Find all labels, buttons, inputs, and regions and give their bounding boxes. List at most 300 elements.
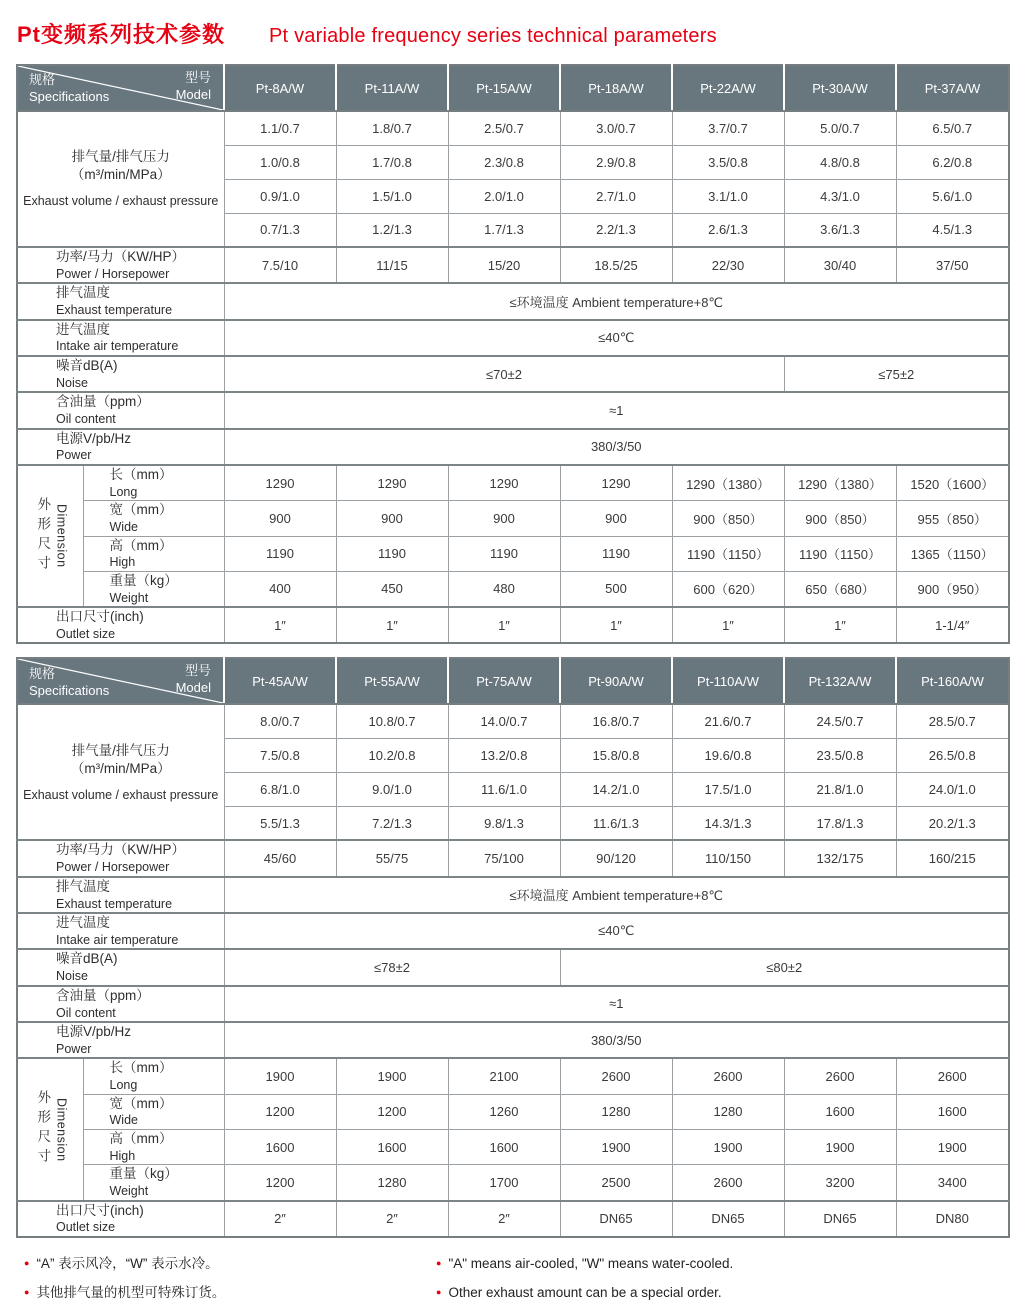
row-label [56,914,178,948]
row-label-en: Wide [109,520,138,534]
dimension-row [17,536,1009,571]
footnotes-en [436,1254,1010,1314]
value-cell: 2″ [224,1201,336,1237]
row-label-en: Intake air temperature [56,932,179,947]
value-cell: 1900 [560,1129,672,1164]
model-header-cell: Pt-90A/W [560,658,672,704]
row-label [56,950,118,984]
row-label-zh: 排气温度 [56,878,110,894]
value-cell: 21.8/1.0 [784,772,896,806]
intake-temp-label-cell [17,913,224,949]
value-cell: 2.2/1.3 [560,213,672,247]
value-cell: 380/3/50 [224,429,1009,465]
value-cell: 3200 [784,1165,896,1201]
value-cell: 3.5/0.8 [672,145,784,179]
value-cell: 1600 [224,1129,336,1164]
value-cell: 9.8/1.3 [448,806,560,840]
dimension-vertical-label [18,497,83,575]
power-horsepower-row [17,840,1009,876]
dim-sublabel-cell [83,1165,224,1201]
corner-model-en: Model [175,86,211,102]
row-label-zh: 宽（mm） [109,1095,173,1111]
corner-spec-label [29,666,109,700]
value-cell: 2.9/0.8 [560,145,672,179]
row-label [56,393,150,427]
value-cell: 132/175 [784,840,896,876]
corner-spec-zh: 规格 [29,72,56,88]
value-cell: 18.5/25 [560,247,672,283]
row-label-zh: 重量（kg） [109,1166,178,1182]
value-cell: 1200 [336,1094,448,1129]
note-item [436,1283,1010,1303]
row-label-zh: 宽（mm） [109,502,173,518]
power-horsepower-row [17,247,1009,283]
outlet-row [17,1201,1009,1237]
row-label-zh: 出口尺寸(inch) [56,609,144,625]
noise-row [17,356,1009,392]
value-cell: 7.2/1.3 [336,806,448,840]
dimension-vertical-label [18,1090,83,1168]
value-cell: 500 [560,571,672,607]
value-cell: 900 [336,501,448,536]
value-cell: 14.2/1.0 [560,772,672,806]
note-text: Other exhaust amount can be a special order. [448,1285,722,1301]
power-hp-label-cell [17,840,224,876]
value-cell: 3.6/1.3 [784,213,896,247]
bullet-icon: ● [436,1257,442,1268]
intake-temp-label-cell [17,320,224,356]
value-cell: 2100 [448,1058,560,1094]
oil-content-label-cell [17,986,224,1022]
dimension-label-zh: 外形尺寸 [35,1090,51,1169]
value-cell: 1900 [224,1058,336,1094]
row-label-zh: 高（mm） [109,537,173,553]
value-cell: 10.8/0.7 [336,704,448,738]
dim-sublabel-cell [83,571,224,607]
corner-model-en: Model [175,680,211,696]
row-label [56,357,118,391]
value-cell: 1520（1600） [896,465,1009,501]
value-cell: 1190（1150） [784,536,896,571]
dimension-label-en: Dimension [54,1097,69,1162]
outlet-label-cell [17,607,224,643]
spec-model-corner-cell [17,65,224,111]
value-cell: 5.0/0.7 [784,111,896,145]
value-cell: DN65 [784,1201,896,1237]
row-label-en: Exhaust volume / exhaust pressure [23,787,219,802]
note-text: 其他排气量的机型可特殊订货。 [36,1285,226,1301]
value-cell: 1200 [224,1094,336,1129]
value-cell: 7.5/10 [224,247,336,283]
value-cell: 1600 [896,1094,1009,1129]
spec-table-2-container [0,657,1024,1237]
value-cell: 1″ [224,607,336,643]
value-cell: 4.3/1.0 [784,179,896,213]
power-hp-label-cell [17,247,224,283]
value-cell: 1900 [672,1129,784,1164]
value-cell: 2″ [448,1201,560,1237]
note-text: "A" means air-cooled, "W" means water-cooled. [448,1255,734,1271]
power-supply-row [17,1022,1009,1058]
model-header-cell: Pt-55A/W [336,658,448,704]
value-cell: 24.5/0.7 [784,704,896,738]
row-label-unit: （m³/min/MPa） [70,760,171,776]
value-cell: 6.2/0.8 [896,145,1009,179]
dimension-row [17,1094,1009,1129]
value-cell: 2.0/1.0 [448,179,560,213]
value-cell: DN80 [896,1201,1009,1237]
value-cell: 1.7/1.3 [448,213,560,247]
row-label-zh: 长（mm） [109,466,173,482]
value-cell: 380/3/50 [224,1022,1009,1058]
model-header-cell: Pt-22A/W [672,65,784,111]
corner-model-label [176,663,211,697]
value-cell: 11/15 [336,247,448,283]
value-cell: ≤环境温度 Ambient temperature+8℃ [224,283,1009,319]
value-cell: 1″ [672,607,784,643]
value-cell: 1280 [336,1165,448,1201]
value-cell: 1190 [560,536,672,571]
dimension-label-en: Dimension [54,504,69,568]
row-label-en: Long [109,1078,138,1093]
value-cell: 3.0/0.7 [560,111,672,145]
value-cell: 14.0/0.7 [448,704,560,738]
page-title [0,0,1024,64]
value-cell: 1″ [560,607,672,643]
value-cell: 1″ [784,607,896,643]
value-cell: 1″ [448,607,560,643]
value-cell: 1900 [784,1129,896,1164]
value-cell: 2.6/1.3 [672,213,784,247]
value-cell: ≈1 [224,986,1009,1022]
row-label [56,248,185,282]
value-cell: ≤80±2 [560,949,1009,985]
value-cell: 20.2/1.3 [896,806,1009,840]
value-cell: 15/20 [448,247,560,283]
row-label-en: High [109,555,136,570]
row-label-zh: 排气温度 [56,285,110,301]
value-cell: 24.0/1.0 [896,772,1009,806]
note-item [24,1283,436,1303]
dim-sublabel-cell [83,465,224,501]
noise-label-cell [17,949,224,985]
value-cell: 2600 [896,1058,1009,1094]
row-label-zh: 高（mm） [109,1130,173,1146]
value-cell: 17.8/1.3 [784,806,896,840]
power-supply-row [17,429,1009,465]
value-cell: 3.7/0.7 [672,111,784,145]
value-cell: 1280 [672,1094,784,1129]
dim-sublabel-cell [83,1094,224,1129]
value-cell: 1.2/1.3 [336,213,448,247]
dim-sublabel-cell [83,501,224,536]
row-label [110,1165,178,1199]
value-cell: 400 [224,571,336,607]
exhaust-row [17,704,1009,738]
row-label-zh: 进气温度 [56,321,110,337]
value-cell: 480 [448,571,560,607]
dim-sublabel-cell [83,536,224,571]
value-cell: 2600 [560,1058,672,1094]
value-cell: 1600 [336,1129,448,1164]
value-cell: 2600 [672,1058,784,1094]
row-label-en: Power / Horsepower [56,266,170,281]
value-cell: 900 [448,501,560,536]
row-label-en: Exhaust temperature [56,896,173,911]
exhaust-temp-row [17,877,1009,913]
model-header-cell: Pt-11A/W [336,65,448,111]
value-cell: 75/100 [448,840,560,876]
value-cell: 1.5/1.0 [336,179,448,213]
row-label-en: Power / Horsepower [56,860,170,875]
value-cell: 1290 [336,465,448,501]
row-label-zh: 含油量（ppm） [56,987,150,1003]
spec-model-corner-cell [17,658,224,704]
bullet-icon: ● [436,1287,442,1298]
row-label-en: Power [56,1041,92,1056]
value-cell: 900（950） [896,571,1009,607]
value-cell: 1365（1150） [896,536,1009,571]
exhaust-label-cell [17,704,224,840]
value-cell: 900 [224,501,336,536]
value-cell: 955（850） [896,501,1009,536]
row-label [110,466,173,500]
row-label [110,501,173,535]
value-cell: 16.8/0.7 [560,704,672,738]
value-cell: 650（680） [784,571,896,607]
value-cell: 26.5/0.8 [896,738,1009,772]
row-label-zh: 功率/马力（KW/HP） [56,249,186,264]
value-cell: 90/120 [560,840,672,876]
page-title-en: Pt variable frequency series technical parameters [269,25,717,47]
dimension-row [17,571,1009,607]
row-label-zh: 长（mm） [109,1060,173,1076]
oil-content-label-cell [17,392,224,428]
note-item [436,1254,1010,1274]
value-cell: 1280 [560,1094,672,1129]
value-cell: 1290 [224,465,336,501]
corner-model-zh: 型号 [184,70,211,85]
row-label [56,841,185,875]
value-cell: 30/40 [784,247,896,283]
value-cell: 1.8/0.7 [336,111,448,145]
value-cell: 7.5/0.8 [224,738,336,772]
value-cell: 1290 [560,465,672,501]
row-label [56,321,178,355]
value-cell: 1190（1150） [672,536,784,571]
value-cell: 1″ [336,607,448,643]
dimension-row [17,1165,1009,1201]
power-supply-label-cell [17,429,224,465]
power-supply-label-cell [17,1022,224,1058]
corner-spec-label [29,72,109,106]
corner-model-zh: 型号 [184,663,211,679]
header-row [17,658,1009,704]
value-cell: 160/215 [896,840,1009,876]
value-cell: 11.6/1.3 [560,806,672,840]
row-label [56,284,172,318]
value-cell: 3.1/1.0 [672,179,784,213]
value-cell: 2600 [672,1165,784,1201]
value-cell: 10.2/0.8 [336,738,448,772]
dim-sublabel-cell [83,1058,224,1094]
note-item [24,1254,436,1274]
value-cell: 900（850） [784,501,896,536]
row-label-en: Power [56,448,92,463]
value-cell: 1190 [224,536,336,571]
value-cell: 1.1/0.7 [224,111,336,145]
value-cell: 2.7/1.0 [560,179,672,213]
row-label-zh: 电源V/pb/Hz [56,1024,132,1039]
row-label-en: Weight [109,590,149,605]
row-label-unit: （m³/min/MPa） [70,167,171,183]
model-header-cell: Pt-15A/W [448,65,560,111]
row-label-en: Noise [56,969,88,984]
row-label [110,537,173,571]
dimension-group-cell [17,1058,83,1200]
intake-temp-row [17,320,1009,356]
row-label-zh: 进气温度 [56,915,110,931]
value-cell: ≤40℃ [224,913,1009,949]
dimension-row [17,501,1009,536]
value-cell: 2600 [784,1058,896,1094]
value-cell: 110/150 [672,840,784,876]
row-label-en: High [109,1148,136,1163]
value-cell: 0.9/1.0 [224,179,336,213]
page-title-zh: Pt变频系列技术参数 [17,22,226,47]
row-label [56,1023,131,1057]
outlet-row [17,607,1009,643]
row-label-en: Exhaust temperature [56,303,173,318]
value-cell: 11.6/1.0 [448,772,560,806]
value-cell: 17.5/1.0 [672,772,784,806]
value-cell: 1290 [448,465,560,501]
dim-sublabel-cell [83,1129,224,1164]
row-label-en: Exhaust volume / exhaust pressure [23,194,219,209]
value-cell: 19.6/0.8 [672,738,784,772]
row-label-zh: 噪音dB(A) [56,951,118,967]
row-label-en: Long [109,484,138,499]
value-cell: 2.5/0.7 [448,111,560,145]
row-label-zh: 重量（kg） [109,572,178,588]
value-cell: 23.5/0.8 [784,738,896,772]
dimension-label-zh: 外形尺寸 [35,497,51,575]
value-cell: 15.8/0.8 [560,738,672,772]
row-label [110,1059,173,1093]
oil-content-row [17,986,1009,1022]
value-cell: 1700 [448,1165,560,1201]
row-label-en: Oil content [56,412,116,427]
value-cell: 1190 [448,536,560,571]
row-label-en: Wide [109,1113,138,1128]
model-header-cell: Pt-75A/W [448,658,560,704]
row-label [56,987,150,1021]
exhaust-temp-label-cell [17,877,224,913]
model-header-cell: Pt-30A/W [784,65,896,111]
value-cell: 1600 [784,1094,896,1129]
value-cell: 0.7/1.3 [224,213,336,247]
row-label [56,430,131,464]
outlet-label-cell [17,1201,224,1237]
value-cell: 450 [336,571,448,607]
row-label-zh: 噪音dB(A) [56,357,118,373]
dimension-row [17,1058,1009,1094]
value-cell: 1900 [336,1058,448,1094]
row-label-zh: 含油量（ppm） [56,394,150,410]
spec-table-1-container [0,64,1024,644]
exhaust-row [17,111,1009,145]
value-cell: ≤70±2 [224,356,784,392]
row-label [23,742,218,803]
corner-spec-zh: 规格 [29,665,56,681]
model-header-cell: Pt-160A/W [896,658,1009,704]
footnotes [24,1254,1010,1314]
bullet-icon: ● [24,1287,30,1298]
value-cell: 2.3/0.8 [448,145,560,179]
value-cell: 900（850） [672,501,784,536]
row-label-en: Weight [109,1184,149,1199]
row-label-zh: 排气量/排气压力 [71,149,170,165]
row-label [110,1095,173,1129]
value-cell: 1.0/0.8 [224,145,336,179]
value-cell: 22/30 [672,247,784,283]
value-cell: 5.6/1.0 [896,179,1009,213]
value-cell: 14.3/1.3 [672,806,784,840]
value-cell: 1.7/0.8 [336,145,448,179]
row-label-en: Outlet size [56,1220,116,1235]
value-cell: 4.8/0.8 [784,145,896,179]
row-label-zh: 排气量/排气压力 [71,742,170,758]
value-cell: 21.6/0.7 [672,704,784,738]
row-label [23,148,218,209]
row-label-zh: 功率/马力（KW/HP） [56,842,186,858]
header-row [17,65,1009,111]
corner-model-label [176,70,211,104]
model-header-cell: Pt-110A/W [672,658,784,704]
dimension-row [17,1129,1009,1164]
value-cell: 1290（1380） [672,465,784,501]
model-header-cell: Pt-132A/W [784,658,896,704]
corner-spec-en: Specifications [29,682,110,698]
exhaust-temp-row [17,283,1009,319]
row-label [56,608,144,642]
value-cell: 1900 [896,1129,1009,1164]
value-cell: ≤40℃ [224,320,1009,356]
dimension-group-cell [17,465,83,607]
value-cell: 3400 [896,1165,1009,1201]
value-cell: ≈1 [224,392,1009,428]
corner-spec-en: Specifications [29,89,110,105]
value-cell: 1-1/4″ [896,607,1009,643]
row-label-en: Oil content [56,1005,116,1020]
model-header-cell: Pt-37A/W [896,65,1009,111]
value-cell: 1600 [448,1129,560,1164]
bullet-icon: ● [24,1257,30,1268]
row-label [56,878,172,912]
row-label-zh: 出口尺寸(inch) [56,1202,144,1218]
value-cell: 13.2/0.8 [448,738,560,772]
model-header-cell: Pt-18A/W [560,65,672,111]
value-cell: 1200 [224,1165,336,1201]
row-label [110,1130,173,1164]
note-text: “A” 表示风冷，“W” 表示水冷。 [36,1255,219,1271]
row-label-zh: 电源V/pb/Hz [56,430,132,446]
value-cell: 600（620） [672,571,784,607]
row-label-en: Noise [56,375,88,390]
value-cell: 2500 [560,1165,672,1201]
value-cell: 6.5/0.7 [896,111,1009,145]
value-cell: 900 [560,501,672,536]
